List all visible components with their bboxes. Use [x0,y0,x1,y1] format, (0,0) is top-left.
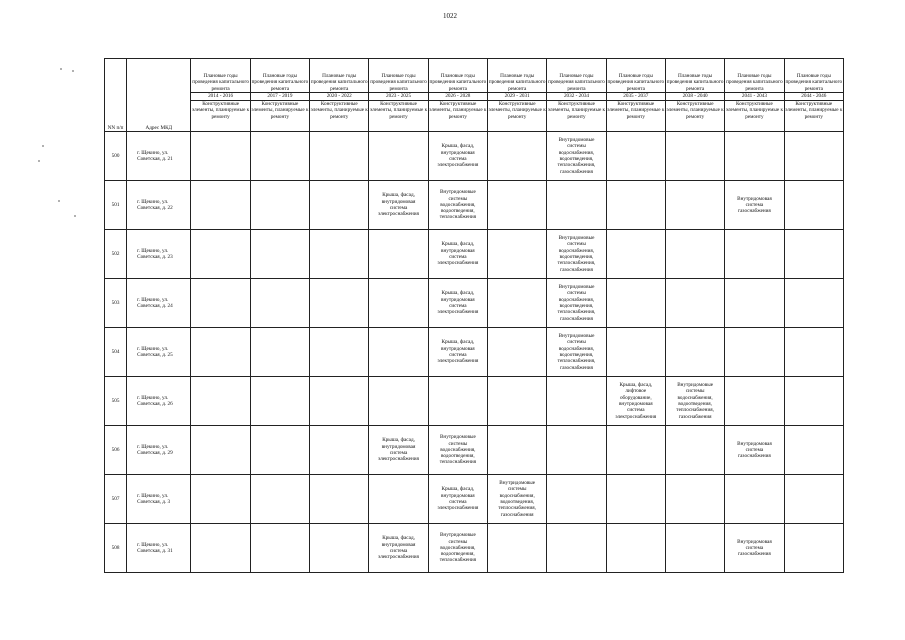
header-period-title: Плановые годы проведения капитального ремонта [606,59,665,93]
row-cell [784,377,843,426]
row-cell [369,475,428,524]
row-cell [725,279,784,328]
header-period-title: Плановые годы проведения капитального ремонта [488,59,547,93]
row-cell [310,426,369,475]
header-period-title: Плановые годы проведения капитального ремонта [784,59,843,93]
row-cell [310,328,369,377]
page-number: 1022 [443,12,457,20]
header-period-years: 2014 - 2016 [191,93,250,101]
row-cell [665,181,724,230]
row-address: г. Щекино, ул. Советская, д. 25 [127,328,191,377]
table-row [105,426,844,475]
row-number: 508 [105,524,127,573]
row-address: г. Щекино, ул. Советская, д. 24 [127,279,191,328]
row-cell [547,426,606,475]
row-cell [547,475,606,524]
row-number: 504 [105,328,127,377]
row-address: г. Щекино, ул. Советская, д. 23 [127,230,191,279]
row-number: 507 [105,475,127,524]
row-cell: Крыша, фасад, внутридомовая система электроснабжения [369,524,428,573]
header-period-title: Плановые годы проведения капитального ремонта [725,59,784,93]
header-elements-title: Конструктивные элементы, планируемые к ремонту [547,101,606,132]
row-address: г. Щекино, ул. Советская, д. 3 [127,475,191,524]
table-row [105,377,844,426]
row-cell: Крыша, фасад, внутридомовая система электроснабжения [369,181,428,230]
row-cell: Крыша, фасад, внутридомовая система электроснабжения [428,475,487,524]
scan-speck [38,160,40,162]
table-row [105,279,844,328]
row-cell [665,328,724,377]
row-cell: Крыша, фасад, внутридомовая система электроснабжения [428,230,487,279]
row-cell [369,132,428,181]
row-cell [369,279,428,328]
row-cell [310,524,369,573]
row-cell: Крыша, фасад, лифтовое оборудование, внутридомовая система электроснабжения [606,377,665,426]
row-cell [250,279,309,328]
row-cell [250,328,309,377]
row-cell: Внутридомовые системы водоснабжения, водоотведения, теплоснабжения, газоснабжения [488,475,547,524]
row-cell [310,475,369,524]
header-elements-title: Конструктивные элементы, планируемые к ремонту [310,101,369,132]
header-elements-title: Конструктивные элементы, планируемые к ремонту [488,101,547,132]
row-cell [547,377,606,426]
row-cell [369,328,428,377]
header-period-years: 2035 - 2037 [606,93,665,101]
row-number: 506 [105,426,127,475]
row-cell [310,377,369,426]
header-period-title: Плановые годы проведения капитального ремонта [547,59,606,93]
row-cell [191,279,250,328]
row-number: 501 [105,181,127,230]
row-cell [369,377,428,426]
row-cell [191,475,250,524]
table-row [105,328,844,377]
row-cell [665,132,724,181]
row-cell [725,230,784,279]
table-row [105,181,844,230]
row-cell [250,475,309,524]
row-cell [310,132,369,181]
scan-speck [74,215,76,217]
row-address: г. Щекино, ул. Советская, д. 22 [127,181,191,230]
header-period-years: 2044 - 2046 [784,93,843,101]
scan-speck [72,70,74,72]
row-cell [606,475,665,524]
row-cell [191,426,250,475]
row-cell [547,181,606,230]
row-cell [606,279,665,328]
row-cell [725,132,784,181]
table-row [105,230,844,279]
row-number: 503 [105,279,127,328]
row-cell [488,279,547,328]
row-cell [606,426,665,475]
header-period-title: Плановые годы проведения капитального ремонта [369,59,428,93]
row-cell [665,279,724,328]
row-cell [606,181,665,230]
row-cell [191,132,250,181]
scan-speck [58,200,60,202]
row-cell [784,132,843,181]
row-cell [310,279,369,328]
header-period-title: Плановые годы проведения капитального ремонта [665,59,724,93]
row-cell: Внутридомовая система газоснабжения [725,524,784,573]
row-cell [191,181,250,230]
row-cell [488,426,547,475]
row-number: 500 [105,132,127,181]
table-row [105,132,844,181]
row-cell [784,328,843,377]
row-cell [488,181,547,230]
row-cell [488,328,547,377]
row-cell [784,426,843,475]
row-cell [606,132,665,181]
row-cell: Внутридомовые системы водоснабжения, водоотведения, теплоснабжения [428,524,487,573]
row-cell [250,181,309,230]
row-cell [191,230,250,279]
row-cell [665,475,724,524]
row-address: г. Щекино, ул. Советская, д. 26 [127,377,191,426]
row-cell [191,524,250,573]
row-cell: Внутридомовая система газоснабжения [725,181,784,230]
row-cell [606,524,665,573]
row-cell [784,279,843,328]
row-number: 502 [105,230,127,279]
row-cell [250,230,309,279]
scan-speck [60,68,62,70]
header-elements-title: Конструктивные элементы, планируемые к ремонту [250,101,309,132]
row-cell [428,377,487,426]
row-cell [488,377,547,426]
row-cell [488,524,547,573]
row-cell [784,524,843,573]
header-address: Адрес МКД [127,59,191,132]
row-address: г. Щекино, ул. Советская, д. 21 [127,132,191,181]
row-address: г. Щекино, ул. Советская, д. 29 [127,426,191,475]
header-period-years: 2017 - 2019 [250,93,309,101]
row-cell [784,230,843,279]
row-cell [665,524,724,573]
header-elements-title: Конструктивные элементы, планируемые к ремонту [369,101,428,132]
row-number: 505 [105,377,127,426]
header-elements-title: Конструктивные элементы, планируемые к ремонту [784,101,843,132]
row-cell [250,377,309,426]
header-period-title: Плановые годы проведения капитального ремонта [428,59,487,93]
row-cell [191,377,250,426]
row-cell: Внутридомовые системы водоснабжения, водоотведения, теплоснабжения, газоснабжения [547,132,606,181]
row-cell: Крыша, фасад, внутридомовая система электроснабжения [369,426,428,475]
header-elements-title: Конструктивные элементы, планируемые к ремонту [725,101,784,132]
header-elements-title: Конструктивные элементы, планируемые к ремонту [191,101,250,132]
row-cell: Внутридомовая система газоснабжения [725,426,784,475]
row-cell [250,426,309,475]
row-cell: Крыша, фасад, внутридомовая система электроснабжения [428,132,487,181]
row-cell [250,524,309,573]
row-cell [725,328,784,377]
header-period-title: Плановые годы проведения капитального ремонта [310,59,369,93]
row-cell [310,230,369,279]
row-cell: Внутридомовые системы водоснабжения, водоотведения, теплоснабжения, газоснабжения [547,230,606,279]
header-period-years: 2041 - 2043 [725,93,784,101]
row-cell [665,426,724,475]
row-cell [369,230,428,279]
row-cell: Внутридомовые системы водоснабжения, водоотведения, теплоснабжения, газоснабжения [665,377,724,426]
header-period-years: 2026 - 2028 [428,93,487,101]
header-elements-title: Конструктивные элементы, планируемые к ремонту [606,101,665,132]
header-elements-title: Конструктивные элементы, планируемые к ремонту [665,101,724,132]
capital-repair-table [104,58,844,573]
row-address: г. Щекино, ул. Советская, д. 31 [127,524,191,573]
header-elements-title: Конструктивные элементы, планируемые к ремонту [428,101,487,132]
row-cell [665,230,724,279]
row-cell [784,181,843,230]
row-cell [606,230,665,279]
row-cell [547,524,606,573]
row-cell: Внутридомовые системы водоснабжения, водоотведения, теплоснабжения [428,181,487,230]
row-cell [488,132,547,181]
row-cell: Внутридомовые системы водоснабжения, водоотведения, теплоснабжения, газоснабжения [547,328,606,377]
header-period-years: 2038 - 2040 [665,93,724,101]
header-period-years: 2029 - 2031 [488,93,547,101]
header-period-years: 2032 - 2034 [547,93,606,101]
row-cell: Внутридомовые системы водоснабжения, водоотведения, теплоснабжения [428,426,487,475]
row-cell [191,328,250,377]
header-period-years: 2020 - 2022 [310,93,369,101]
row-cell [725,377,784,426]
header-period-title: Плановые годы проведения капитального ремонта [250,59,309,93]
row-cell [606,328,665,377]
header-period-years: 2023 - 2025 [369,93,428,101]
row-cell [488,230,547,279]
table-row [105,524,844,573]
row-cell [310,181,369,230]
table-row [105,475,844,524]
row-cell [250,132,309,181]
row-cell: Крыша, фасад, внутридомовая система электроснабжения [428,328,487,377]
scan-speck [42,145,44,147]
row-cell [725,475,784,524]
row-cell [784,475,843,524]
row-cell: Внутридомовые системы водоснабжения, водоотведения, теплоснабжения, газоснабжения [547,279,606,328]
row-cell: Крыша, фасад, внутридомовая система электроснабжения [428,279,487,328]
header-num: NN п/п [105,59,127,132]
header-period-title: Плановые годы проведения капитального ремонта [191,59,250,93]
